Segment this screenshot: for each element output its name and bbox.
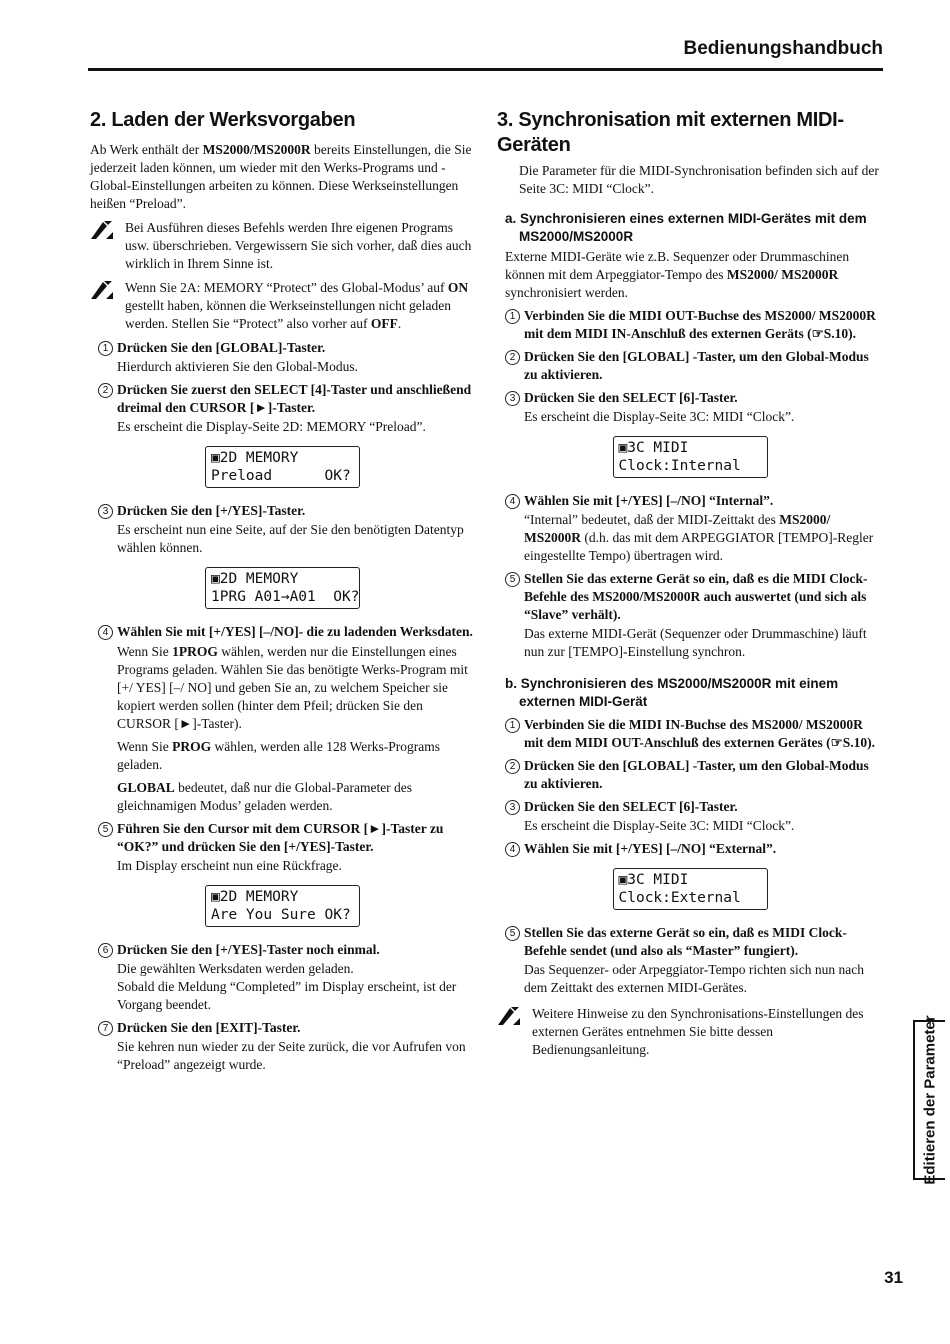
side-tab [913, 1015, 945, 1185]
sync-a-step-3: 3 Drücken Sie den SELECT [6]-Taster. Es erscheint die Display-Seite 3C: MIDI “Clock”. [497, 389, 883, 426]
step-7: 7 Drücken Sie den [EXIT]-Taster. Sie kehren nun wieder zu der Seite zurück, die vor Aufrufen von “Preload” angezeigt wurde. [90, 1019, 475, 1074]
warning-note: Bei Ausführen dieses Befehls werden Ihre eigenen Programs usw. überschrieben. Vergewissern Sie sich vorher, daß dies auch wirklich in Ihrem Sinne ist. [90, 219, 475, 273]
sync-a-step-1: 1 Verbinden Sie die MIDI OUT-Buchse des MS2000/ MS2000R mit dem MIDI IN-Anschluß des externen Geräts (☞S.10). [497, 307, 883, 343]
step-5: 5 Führen Sie den Cursor mit dem CURSOR [►]-Taster zu “OK?” und drücken Sie den [+/YES]-Taster. Im Display erscheint nun eine Rückfrage. [90, 820, 475, 875]
step-2: 2 Drücken Sie zuerst den SELECT [4]-Taster und anschließend dreimal den CURSOR [►]-Taster. Es erscheint die Display-Seite 2D: MEMORY “Preload”. [90, 381, 475, 436]
right-column [497, 108, 883, 1065]
sync-a-step-2: 2 Drücken Sie den [GLOBAL] -Taster, um den Global-Modus zu aktivieren. [497, 348, 883, 384]
lcd-display-external: ▣3C MIDI Clock:External [613, 868, 768, 910]
section-title-sync: 3. Synchronisation mit externen MIDI-Geräten [497, 109, 844, 156]
lcd-display-confirm: ▣2D MEMORY Are You Sure OK? [205, 885, 360, 927]
side-tab-label: Editieren der Parameter [921, 1015, 939, 1185]
note-pen-icon [90, 220, 114, 240]
sync-a-step-4: 4 Wählen Sie mit [+/YES] [–/NO] “Internal”. “Internal” bedeutet, daß der MIDI-Zeittakt des MS2000/ MS2000R (d.h. das mit dem ARPEGGIATOR [TEMPO]-Regler eingestellte Tempo) übertragen wird. [497, 492, 883, 565]
page-number: 31 [884, 1268, 903, 1287]
lcd-display-datatype: ▣2D MEMORY 1PRG A01→A01 OK? [205, 567, 360, 609]
sync-b-step-5: 5 Stellen Sie das externe Gerät so ein, daß es MIDI Clock-Befehle sendet (und also als “Master” fungiert). Das Sequenzer- oder Arpeggiator-Tempo richten sich nun nach dem Zeittakt des externen MIDI-Gerätes. [497, 924, 883, 997]
protect-note: Wenn Sie 2A: MEMORY “Protect” des Global-Modus’ auf ON gestellt haben, können die Werkseinstellungen nicht geladen werden. Stellen Sie “Protect” also vorher auf OFF. [90, 279, 475, 333]
intro-paragraph: Ab Werk enthält der MS2000/MS2000R bereits Einstellungen, die Sie jederzeit laden können, um wieder mit den Werks-Programs und -Global-Einstellungen arbeiten zu können. Diese Werkseinstellungen heißen “Preload”. [90, 142, 472, 211]
step-1: 1 Drücken Sie den [GLOBAL]-Taster. Hierdurch aktivieren Sie den Global-Modus. [90, 339, 475, 376]
left-column [90, 108, 475, 1074]
step-6: 6 Drücken Sie den [+/YES]-Taster noch einmal. Die gewählten Werksdaten werden geladen. Sobald die Meldung “Completed” im Display erscheint, ist der Vorgang beendet. [90, 941, 475, 1014]
lcd-display-internal: ▣3C MIDI Clock:Internal [613, 436, 768, 478]
header-title: Bedienungshandbuch [683, 38, 883, 59]
sync-intro: Die Parameter für die MIDI-Synchronisation befinden sich auf der Seite 3C: MIDI “Clock”. [519, 163, 879, 196]
sync-a-step-5: 5 Stellen Sie das externe Gerät so ein, daß es die MIDI Clock-Befehle des MS2000/MS2000R auch auswertet (und sich als “Slave” verhält). Das externe MIDI-Gerät (Sequenzer oder Drummaschine) läuft nun zur [TEMPO]-Einstellung synchron. [497, 570, 883, 661]
step-3: 3 Drücken Sie den [+/YES]-Taster. Es erscheint nun eine Seite, auf der Sie den benötigten Datentyp wählen können. [90, 502, 475, 557]
step-4: 4 Wählen Sie mit [+/YES] [–/NO]- die zu ladenden Werksdaten. Wenn Sie 1PROG wählen, werden nur die Einstellungen eines Programs geladen. Wählen Sie das benötigte Werks-Program mit [+/ YES] [–/ NO] und geben Sie an, zu welchem Speicher sie kopiert werden sollen (hinter dem Pfeil; drücken Sie den CURSOR [►]-Taster). Wenn Sie PROG wählen, werden alle 128 Werks-Programs geladen. GLOBAL bedeutet, daß nur die Global-Parameter des gleichnamigen Modus’ geladen werden. [90, 623, 475, 815]
lcd-display-preload: ▣2D MEMORY Preload OK? [205, 446, 360, 488]
sync-b-step-3: 3 Drücken Sie den SELECT [6]-Taster. Es erscheint die Display-Seite 3C: MIDI “Clock”. [497, 798, 883, 835]
sync-b-step-2: 2 Drücken Sie den [GLOBAL] -Taster, um den Global-Modus zu aktivieren. [497, 757, 883, 793]
sync-b-step-1: 1 Verbinden Sie die MIDI IN-Buchse des MS2000/ MS2000R mit dem MIDI OUT-Anschluß des externen Gerätes (☞S.10). [497, 716, 883, 752]
section-title-laden: 2. Laden der Werksvorgaben [90, 109, 356, 131]
sync-note: Weitere Hinweise zu den Synchronisations-Einstellungen des externen Gerätes entnehmen Sie bitte dessen Bedienungsanleitung. [497, 1005, 883, 1059]
note-pen-icon [90, 280, 114, 300]
page-header [88, 38, 883, 71]
subsection-b-title: b. Synchronisieren des MS2000/MS2000R mit einem externen MIDI-Gerät [505, 676, 839, 709]
subsection-a-intro: Externe MIDI-Geräte wie z.B. Sequenzer oder Drummaschinen können mit dem Arpeggiator-Tempo des MS2000/ MS2000R synchronisiert werden. [505, 249, 850, 300]
sync-b-step-4: 4 Wählen Sie mit [+/YES] [–/NO] “External”. [497, 840, 883, 858]
subsection-a-title: a. Synchronisieren eines externen MIDI-Gerätes mit dem MS2000/MS2000R [505, 211, 867, 244]
note-pen-icon [497, 1006, 521, 1026]
